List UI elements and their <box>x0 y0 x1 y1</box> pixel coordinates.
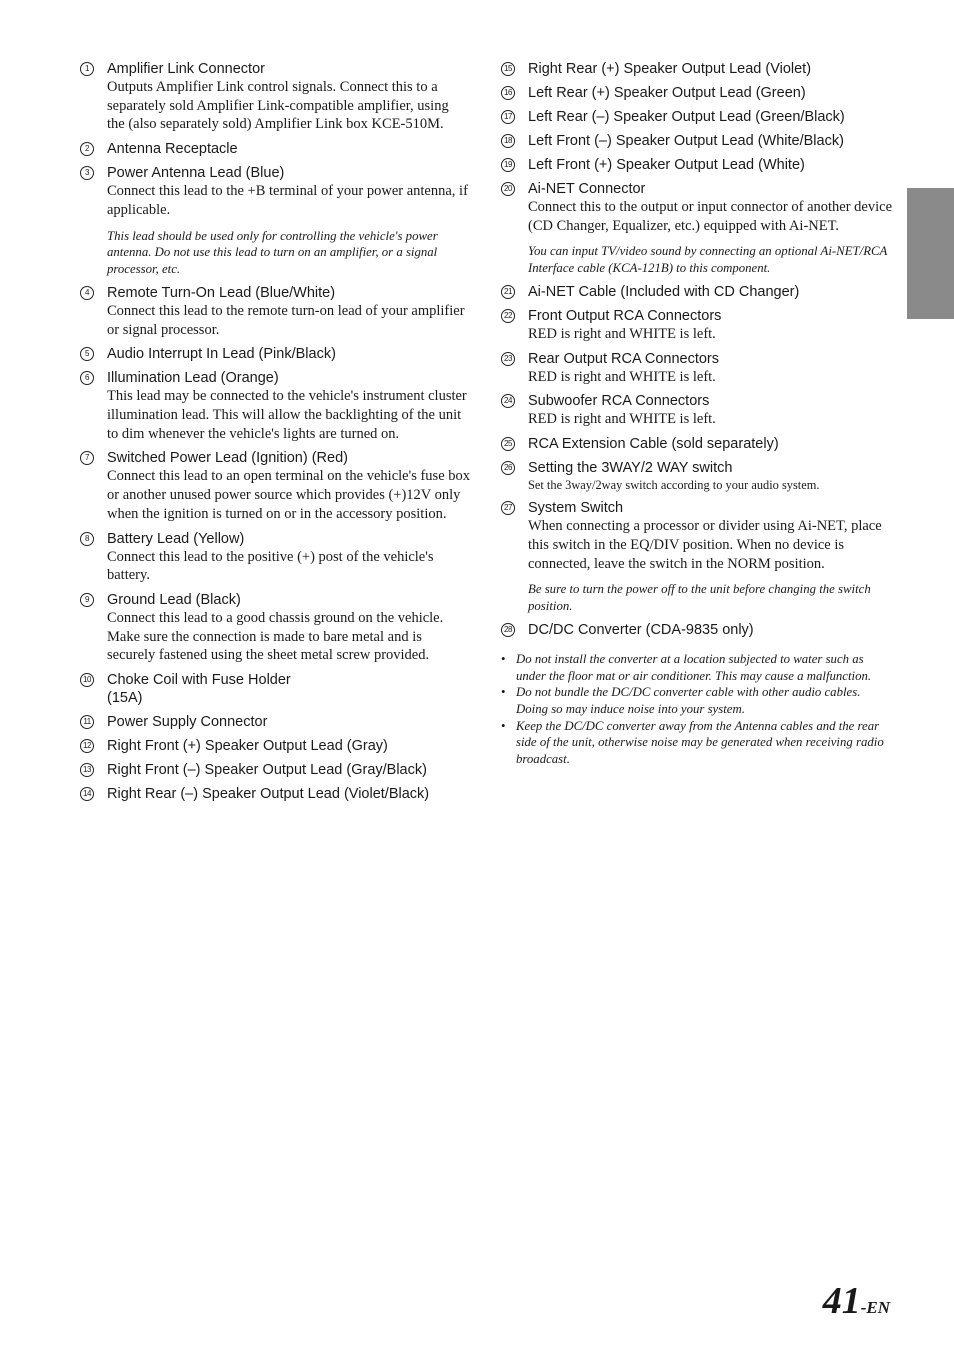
item-description: Connect this lead to the remote turn-on lead of your amplifier or signal processor. <box>107 302 465 338</box>
item-title: Ai-NET Connector <box>528 181 646 197</box>
page-number <box>823 1279 890 1323</box>
item-number-badge: 7 <box>80 451 94 465</box>
item-title: Right Front (–) Speaker Output Lead (Gray/Black) <box>107 762 427 779</box>
item-number-badge: 14 <box>80 787 94 801</box>
connection-item <box>501 156 893 174</box>
item-note: This lead should be used only for controlling the vehicle's power antenna. Do not use this lead to turn on an amplifier, or a signal processor, etc. <box>107 228 438 277</box>
item-title: Power Antenna Lead (Blue) <box>107 165 285 182</box>
item-description: Connect this lead to the positive (+) post of the vehicle's battery. <box>107 548 434 584</box>
connection-item <box>80 60 470 134</box>
item-title: Audio Interrupt In Lead (Pink/Black) <box>107 346 336 363</box>
right-column <box>501 60 893 768</box>
bullet-dot: • <box>501 651 506 666</box>
item-title: Ground Lead (Black) <box>107 591 241 608</box>
caution-bullet-item <box>501 651 893 684</box>
bullet-dot: • <box>501 685 506 700</box>
connection-item <box>80 761 470 779</box>
item-description: Connect this lead to an open terminal on the vehicle's fuse box or another unused power source which provides (+)12V only when the ignition is turned on or in the accessory position. <box>107 468 471 522</box>
item-description: RED is right and WHITE is left. <box>528 368 716 385</box>
connection-item <box>80 737 470 755</box>
page-number-suffix: -EN <box>860 1298 890 1317</box>
item-number-badge: 25 <box>501 437 515 451</box>
item-title: Subwoofer RCA Connectors <box>528 393 710 410</box>
item-title: Setting the 3WAY/2 WAY switch <box>528 460 733 477</box>
item-number-badge: 9 <box>80 593 94 607</box>
connection-item <box>80 713 470 731</box>
item-number-badge: 13 <box>80 763 94 777</box>
item-title: Right Front (+) Speaker Output Lead (Gray) <box>107 738 388 755</box>
bullet-text: Keep the DC/DC converter away from the Antenna cables and the rear side of the unit, otherwise noise may be generated when receiving radio broadcast. <box>516 718 884 767</box>
item-title: Front Output RCA Connectors <box>528 308 722 324</box>
connection-item <box>80 671 470 707</box>
item-title: Left Rear (+) Speaker Output Lead (Green) <box>528 85 806 101</box>
connection-item <box>80 785 470 803</box>
item-title: Power Supply Connector <box>107 714 268 731</box>
connection-item <box>80 369 470 443</box>
connection-item <box>501 435 893 453</box>
connection-item <box>501 132 893 150</box>
item-title: Left Rear (–) Speaker Output Lead (Green/Black) <box>528 109 845 125</box>
item-number-badge: 5 <box>80 347 94 361</box>
item-number-badge: 20 <box>501 182 515 196</box>
connection-item <box>501 350 893 387</box>
item-number-badge: 16 <box>501 86 515 100</box>
left-column <box>80 60 470 809</box>
connection-item <box>501 499 893 615</box>
item-number-badge: 28 <box>501 623 515 637</box>
item-number-badge: 19 <box>501 158 515 172</box>
item-title: Remote Turn-On Lead (Blue/White) <box>107 284 336 301</box>
item-description: Connect this lead to the +B terminal of your power antenna, if applicable. <box>107 183 468 218</box>
item-title: DC/DC Converter (CDA-9835 only) <box>528 621 754 638</box>
item-title: Rear Output RCA Connectors <box>528 350 720 367</box>
item-number-badge: 24 <box>501 394 515 408</box>
connection-item <box>501 60 893 78</box>
item-number-badge: 26 <box>501 461 515 475</box>
connection-item <box>80 140 470 158</box>
right-item-list <box>501 60 893 639</box>
bullet-dot: • <box>501 718 506 733</box>
item-title: Switched Power Lead (Ignition) (Red) <box>107 450 348 467</box>
item-number-badge: 8 <box>80 532 94 546</box>
item-title: Right Rear (+) Speaker Output Lead (Violet) <box>528 61 812 77</box>
connection-item <box>80 284 470 339</box>
item-title: Right Rear (–) Speaker Output Lead (Violet/Black) <box>107 786 430 803</box>
item-title: Ai-NET Cable (Included with CD Changer) <box>528 284 800 300</box>
connection-item <box>80 345 470 363</box>
bullet-text: Do not install the converter at a location subjected to water such as under the floor mat or air conditioner. This may cause a malfunction. <box>516 651 872 683</box>
item-title: Left Front (+) Speaker Output Lead (White) <box>528 157 805 173</box>
connection-item <box>501 108 893 126</box>
item-number-badge: 4 <box>80 286 94 300</box>
item-number-badge: 3 <box>80 166 94 180</box>
connection-item <box>501 283 893 301</box>
item-note: You can input TV/video sound by connecting an optional Ai-NET/RCA Interface cable (KCA-121B) to this component. <box>528 244 888 276</box>
connection-item <box>80 449 470 523</box>
item-number-badge: 2 <box>80 142 94 156</box>
item-number-badge: 23 <box>501 352 515 366</box>
item-description: Connect this lead to a good chassis ground on the vehicle. Make sure the connection is made to bare metal and is securely fastened using the sheet metal screw provided. <box>107 609 444 664</box>
item-description: RED is right and WHITE is left. <box>528 326 716 342</box>
connection-item <box>80 164 470 278</box>
connection-item <box>80 591 470 665</box>
caution-bullets <box>501 651 893 768</box>
item-description: RED is right and WHITE is left. <box>528 411 716 428</box>
caution-bullet-item <box>501 684 893 717</box>
item-title: Choke Coil with Fuse Holder (15A) <box>107 672 291 707</box>
item-number-badge: 1 <box>80 62 94 76</box>
page-number-value: 41 <box>822 1280 861 1322</box>
item-note: Be sure to turn the power off to the unit before changing the switch position. <box>528 582 871 614</box>
item-title: RCA Extension Cable (sold separately) <box>528 436 779 453</box>
item-number-badge: 17 <box>501 110 515 124</box>
item-number-badge: 6 <box>80 371 94 385</box>
connection-item <box>501 180 893 277</box>
item-number-badge: 18 <box>501 134 515 148</box>
item-title: Battery Lead (Yellow) <box>107 530 245 547</box>
item-number-badge: 27 <box>501 501 515 515</box>
item-title: Amplifier Link Connector <box>107 61 265 77</box>
connection-item <box>501 307 893 344</box>
connection-item <box>501 392 893 429</box>
item-number-badge: 22 <box>501 309 515 323</box>
item-description: Outputs Amplifier Link control signals. Connect this to a separately sold Amplifier Link-compatible amplifier, using the (also separately sold) Amplifier Link box KCE-510M. <box>107 79 449 133</box>
item-title: System Switch <box>528 500 624 517</box>
item-title: Left Front (–) Speaker Output Lead (White/Black) <box>528 133 844 149</box>
item-number-badge: 15 <box>501 62 515 76</box>
item-number-badge: 12 <box>80 739 94 753</box>
item-number-badge: 11 <box>80 715 94 729</box>
connection-item <box>501 621 893 639</box>
item-title: Antenna Receptacle <box>107 141 238 158</box>
item-number-badge: 10 <box>80 673 94 687</box>
connection-item <box>80 530 470 585</box>
caution-bullet-item <box>501 718 893 768</box>
item-description: When connecting a processor or divider using Ai-NET, place this switch in the EQ/DIV position. When no device is connected, leave the switch in the NORM position. <box>528 518 882 572</box>
item-number-badge: 21 <box>501 285 515 299</box>
item-description: Connect this to the output or input connector of another device (CD Changer, Equalizer, etc.) equipped with Ai-NET. <box>528 199 893 234</box>
connection-item <box>501 84 893 102</box>
item-title: Illumination Lead (Orange) <box>107 370 279 387</box>
bullet-text: Do not bundle the DC/DC converter cable with other audio cables. Doing so may induce noise into your system. <box>516 685 861 716</box>
section-tab <box>907 188 954 319</box>
connection-item <box>501 459 893 493</box>
item-description: This lead may be connected to the vehicle's instrument cluster illumination lead. This will allow the backlighting of the unit to dim whenever the vehicle's lights are turned on. <box>107 388 467 442</box>
item-description: Set the 3way/2way switch according to your audio system. <box>528 478 820 493</box>
